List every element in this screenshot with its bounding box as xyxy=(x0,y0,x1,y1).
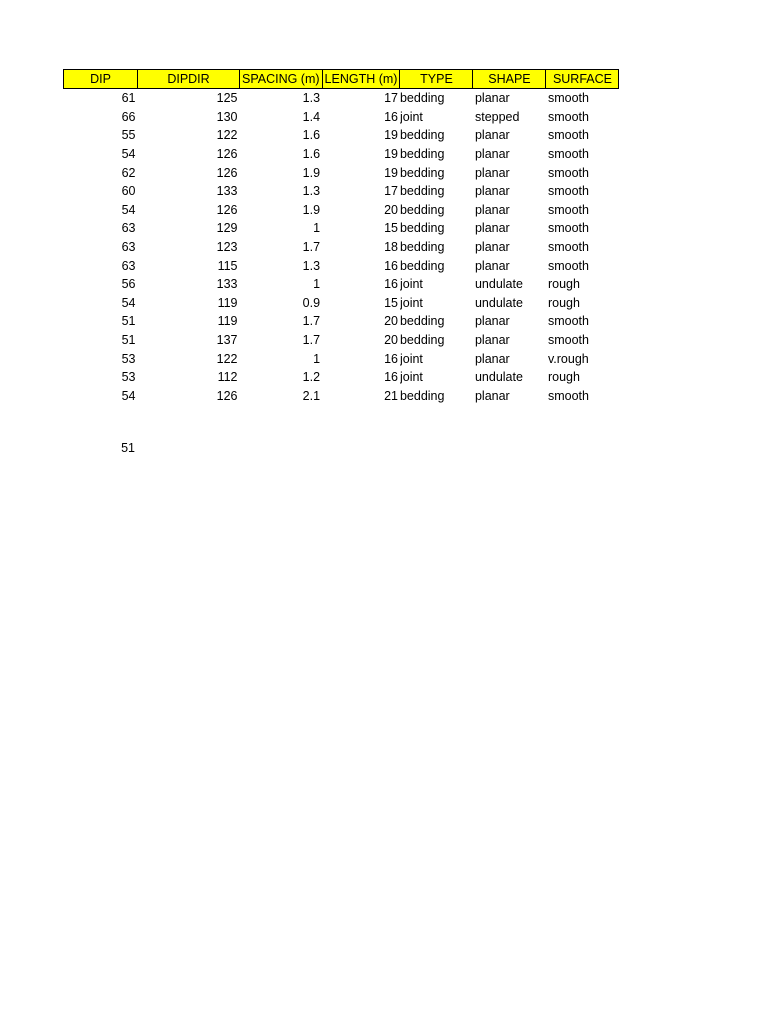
table-row xyxy=(64,163,619,182)
cell-shape[interactable]: planar xyxy=(474,91,510,106)
cell-spacing[interactable]: 1.4 xyxy=(302,109,321,124)
cell-length[interactable]: 17 xyxy=(384,91,398,106)
cell-surface[interactable]: v.rough xyxy=(547,351,589,366)
cell-dipdir[interactable]: 129 xyxy=(216,221,238,236)
cell-length[interactable]: 16 xyxy=(384,351,398,366)
cell-spacing[interactable]: 2.1 xyxy=(302,388,321,403)
cell-dip[interactable]: 56 xyxy=(121,277,136,292)
cell-surface[interactable]: rough xyxy=(547,277,580,292)
cell-spacing[interactable]: 1.6 xyxy=(302,128,321,143)
cell-spacing[interactable]: 1 xyxy=(313,351,321,366)
cell-shape[interactable]: planar xyxy=(474,333,510,348)
cell-length[interactable]: 19 xyxy=(384,165,398,180)
cell-dip[interactable]: 63 xyxy=(121,240,136,255)
cell-shape[interactable]: undulate xyxy=(474,295,523,310)
cell-type[interactable]: bedding xyxy=(399,147,445,162)
cell-type[interactable]: bedding xyxy=(399,202,445,217)
cell-shape[interactable]: planar xyxy=(474,184,510,199)
cell-length[interactable]: 19 xyxy=(384,147,398,162)
cell-dip[interactable]: 54 xyxy=(121,202,136,217)
cell-shape[interactable]: planar xyxy=(474,388,510,403)
cell-type[interactable]: bedding xyxy=(399,314,445,329)
cell-dipdir[interactable]: 126 xyxy=(216,165,238,180)
cell-spacing[interactable]: 1.7 xyxy=(302,314,321,329)
cell-type[interactable]: bedding xyxy=(399,240,445,255)
cell-surface[interactable]: smooth xyxy=(547,221,589,236)
cell-dipdir[interactable]: 137 xyxy=(216,333,238,348)
cell-surface[interactable]: smooth xyxy=(547,333,589,348)
cell-dip[interactable]: 60 xyxy=(121,184,136,199)
cell-spacing[interactable]: 1.9 xyxy=(302,165,321,180)
cell-dip[interactable]: 51 xyxy=(121,333,136,348)
header-length[interactable]: LENGTH (m) xyxy=(322,70,400,89)
cell-surface[interactable]: smooth xyxy=(547,240,589,255)
cell-type[interactable]: bedding xyxy=(399,388,445,403)
cell-spacing[interactable]: 1 xyxy=(313,277,321,292)
cell-shape[interactable]: planar xyxy=(474,221,510,236)
cell-shape[interactable]: planar xyxy=(474,147,510,162)
cell-dipdir[interactable]: 133 xyxy=(216,184,238,199)
table-row xyxy=(64,275,619,294)
table-row xyxy=(64,256,619,275)
cell-type[interactable]: joint xyxy=(399,295,423,310)
cell-type[interactable]: bedding xyxy=(399,221,445,236)
cell-dip[interactable]: 61 xyxy=(121,91,136,106)
cell-type[interactable]: bedding xyxy=(399,165,445,180)
cell-surface[interactable]: smooth xyxy=(547,314,589,329)
table-row xyxy=(64,368,619,387)
header-shape[interactable]: SHAPE xyxy=(473,70,546,89)
table-row xyxy=(64,294,619,313)
cell-shape[interactable]: planar xyxy=(474,128,510,143)
cell-spacing[interactable]: 1.7 xyxy=(302,240,321,255)
cell-shape[interactable]: planar xyxy=(474,258,510,273)
header-surface[interactable]: SURFACE xyxy=(546,70,619,89)
cell-surface[interactable]: rough xyxy=(547,295,580,310)
cell-dip[interactable]: 54 xyxy=(121,295,136,310)
cell-dip[interactable]: 63 xyxy=(121,221,136,236)
cell-dipdir[interactable]: 115 xyxy=(217,258,238,273)
table-row xyxy=(64,145,619,164)
cell-length[interactable]: 20 xyxy=(384,314,398,329)
cell-shape[interactable]: planar xyxy=(474,165,510,180)
cell-length[interactable]: 15 xyxy=(384,221,398,236)
cell-length[interactable]: 16 xyxy=(384,277,398,292)
cell-surface[interactable]: smooth xyxy=(547,165,589,180)
cell-surface[interactable]: smooth xyxy=(547,128,589,143)
cell-dipdir[interactable]: 130 xyxy=(216,109,238,124)
cell-dip[interactable]: 54 xyxy=(121,388,136,403)
cell-spacing[interactable]: 0.9 xyxy=(302,295,321,310)
cell-dip[interactable]: 62 xyxy=(121,165,136,180)
cell-dipdir[interactable]: 122 xyxy=(216,351,238,366)
cell-surface[interactable]: smooth xyxy=(547,109,589,124)
table-row xyxy=(64,108,619,127)
cell-shape[interactable]: planar xyxy=(474,202,510,217)
cell-type[interactable]: bedding xyxy=(399,184,445,199)
cell-length[interactable]: 19 xyxy=(384,128,398,143)
cell-shape[interactable]: planar xyxy=(474,240,510,255)
cell-surface[interactable]: smooth xyxy=(547,388,589,403)
table-row xyxy=(64,238,619,257)
cell-surface[interactable]: rough xyxy=(547,370,580,385)
table-row xyxy=(64,387,619,406)
table-row xyxy=(64,89,619,108)
cell-surface[interactable]: smooth xyxy=(547,184,589,199)
cell-dip[interactable]: 53 xyxy=(121,370,136,385)
table-row xyxy=(64,349,619,368)
cell-shape[interactable]: undulate xyxy=(474,277,523,292)
cell-spacing[interactable]: 1.3 xyxy=(302,91,321,106)
cell-dipdir[interactable]: 126 xyxy=(216,147,238,162)
cell-dip[interactable]: 63 xyxy=(121,258,136,273)
header-type[interactable]: TYPE xyxy=(400,70,473,89)
cell-surface[interactable]: smooth xyxy=(547,147,589,162)
cell-dip[interactable]: 55 xyxy=(121,128,136,143)
table-row xyxy=(64,312,619,331)
cell-type[interactable]: joint xyxy=(399,351,423,366)
header-row xyxy=(64,70,619,89)
cell-dipdir[interactable]: 123 xyxy=(216,240,238,255)
cell-spacing[interactable]: 1.7 xyxy=(302,333,321,348)
header-dip[interactable]: DIP xyxy=(64,70,138,89)
cell-surface[interactable]: smooth xyxy=(547,258,589,273)
cell-length[interactable]: 21 xyxy=(384,388,398,403)
cell-spacing[interactable]: 1.9 xyxy=(302,202,321,217)
table-body xyxy=(64,89,619,406)
cell-length[interactable]: 16 xyxy=(384,258,398,273)
cell-dip[interactable]: 54 xyxy=(121,147,136,162)
cell-length[interactable]: 18 xyxy=(384,240,398,255)
cell-dip[interactable]: 53 xyxy=(121,351,136,366)
cell-shape[interactable]: stepped xyxy=(474,109,520,124)
cell-type[interactable]: joint xyxy=(399,370,423,385)
cell-dipdir[interactable]: 126 xyxy=(216,202,238,217)
table-row xyxy=(64,331,619,350)
data-table xyxy=(63,69,619,405)
cell-dipdir[interactable]: 122 xyxy=(216,128,238,143)
cell-dipdir[interactable]: 119 xyxy=(217,295,238,310)
cell-spacing[interactable]: 1.3 xyxy=(302,184,321,199)
cell-dipdir[interactable]: 133 xyxy=(216,277,238,292)
cell-length[interactable]: 16 xyxy=(384,370,398,385)
cell-spacing[interactable]: 1 xyxy=(313,221,321,236)
table-row xyxy=(64,219,619,238)
table-row xyxy=(64,201,619,220)
cell-shape[interactable]: planar xyxy=(474,351,510,366)
cell-length[interactable]: 20 xyxy=(384,202,398,217)
cell-dipdir[interactable]: 112 xyxy=(217,370,238,385)
cell-spacing[interactable]: 1.6 xyxy=(302,147,321,162)
cell-length[interactable]: 16 xyxy=(384,109,398,124)
cell-spacing[interactable]: 1.3 xyxy=(302,258,321,273)
header-spacing[interactable]: SPACING (m) xyxy=(240,70,323,89)
cell-type[interactable]: joint xyxy=(399,277,423,292)
table-row xyxy=(64,182,619,201)
cell-dip[interactable]: 51 xyxy=(121,314,136,329)
cell-dip[interactable]: 66 xyxy=(121,109,136,124)
cell-type[interactable]: bedding xyxy=(399,333,445,348)
cell-type[interactable]: bedding xyxy=(399,258,445,273)
cell-dipdir[interactable]: 125 xyxy=(216,91,238,106)
cell-length[interactable]: 17 xyxy=(384,184,398,199)
cell-length[interactable]: 20 xyxy=(384,333,398,348)
cell-shape[interactable]: planar xyxy=(474,314,510,329)
cell-type[interactable]: bedding xyxy=(399,128,445,143)
table-row xyxy=(64,126,619,145)
cell-dipdir[interactable]: 119 xyxy=(217,314,238,329)
header-dipdir[interactable]: DIPDIR xyxy=(138,70,240,89)
cell-length[interactable]: 15 xyxy=(384,295,398,310)
cell-dipdir[interactable]: 126 xyxy=(216,388,238,403)
cell-shape[interactable]: undulate xyxy=(474,370,523,385)
extra-value-cell[interactable]: 51 xyxy=(121,441,135,455)
cell-surface[interactable]: smooth xyxy=(547,202,589,217)
cell-surface[interactable]: smooth xyxy=(547,91,589,106)
cell-spacing[interactable]: 1.2 xyxy=(302,370,321,385)
cell-type[interactable]: bedding xyxy=(399,91,445,106)
cell-type[interactable]: joint xyxy=(399,109,423,124)
